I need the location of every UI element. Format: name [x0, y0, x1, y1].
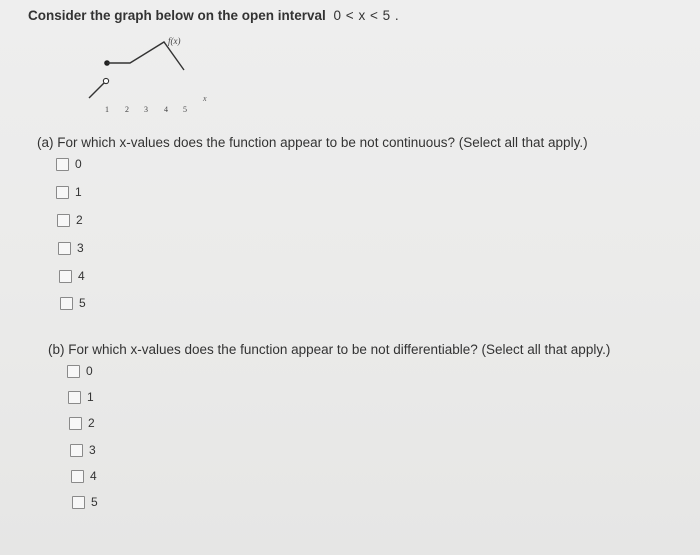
tick-label-4: 4 [164, 105, 168, 114]
part-a-option-1[interactable] [56, 185, 82, 199]
checkbox[interactable] [67, 365, 80, 378]
option-label: 1 [87, 390, 94, 404]
option-label: 0 [86, 364, 93, 378]
part-b-option-0[interactable] [67, 364, 93, 378]
checkbox[interactable] [57, 214, 70, 227]
function-graph [82, 30, 222, 120]
tick-label-2: 2 [125, 105, 129, 114]
option-label: 2 [76, 213, 83, 227]
option-label: 2 [88, 416, 95, 430]
option-label: 3 [77, 241, 84, 255]
option-label: 0 [75, 157, 82, 171]
checkbox[interactable] [60, 297, 73, 310]
option-label: 3 [89, 443, 96, 457]
option-label: 5 [91, 495, 98, 509]
part-a-option-2[interactable] [57, 213, 83, 227]
checkbox[interactable] [71, 470, 84, 483]
part-b-option-1[interactable] [68, 390, 94, 404]
checkbox[interactable] [70, 444, 83, 457]
part-b-option-3[interactable] [70, 443, 96, 457]
option-label: 1 [75, 185, 82, 199]
graph-segment-1 [89, 83, 104, 98]
part-a-option-4[interactable] [59, 269, 85, 283]
question-prompt [28, 8, 399, 23]
x-axis-label: x [203, 94, 207, 103]
part-b-option-5[interactable] [72, 495, 98, 509]
part-a-option-0[interactable] [56, 157, 82, 171]
part-a-option-5[interactable] [60, 296, 86, 310]
checkbox[interactable] [69, 417, 82, 430]
part-b-option-2[interactable] [69, 416, 95, 430]
checkbox[interactable] [72, 496, 85, 509]
option-label: 4 [78, 269, 85, 283]
checkbox[interactable] [56, 186, 69, 199]
prompt-text: Consider the graph below on the open interval [28, 8, 326, 23]
checkbox[interactable] [68, 391, 81, 404]
checkbox[interactable] [58, 242, 71, 255]
tick-label-1: 1 [105, 105, 109, 114]
part-b-question: (b) For which x-values does the function appear to be not differentiable? (Select all that apply.) [48, 342, 611, 357]
open-endpoint [103, 78, 108, 83]
option-label: 4 [90, 469, 97, 483]
part-a-option-3[interactable] [58, 241, 84, 255]
option-label: 5 [79, 296, 86, 310]
interval-text: 0 < x < 5 . [333, 8, 400, 23]
part-a-question: (a) For which x-values does the function appear to be not continuous? (Select all that apply.) [37, 135, 588, 150]
checkbox[interactable] [59, 270, 72, 283]
checkbox[interactable] [56, 158, 69, 171]
graph-segment-2 [107, 42, 184, 70]
tick-label-5: 5 [183, 105, 187, 114]
function-label: f(x) [168, 36, 181, 46]
part-b-option-4[interactable] [71, 469, 97, 483]
tick-label-3: 3 [144, 105, 148, 114]
